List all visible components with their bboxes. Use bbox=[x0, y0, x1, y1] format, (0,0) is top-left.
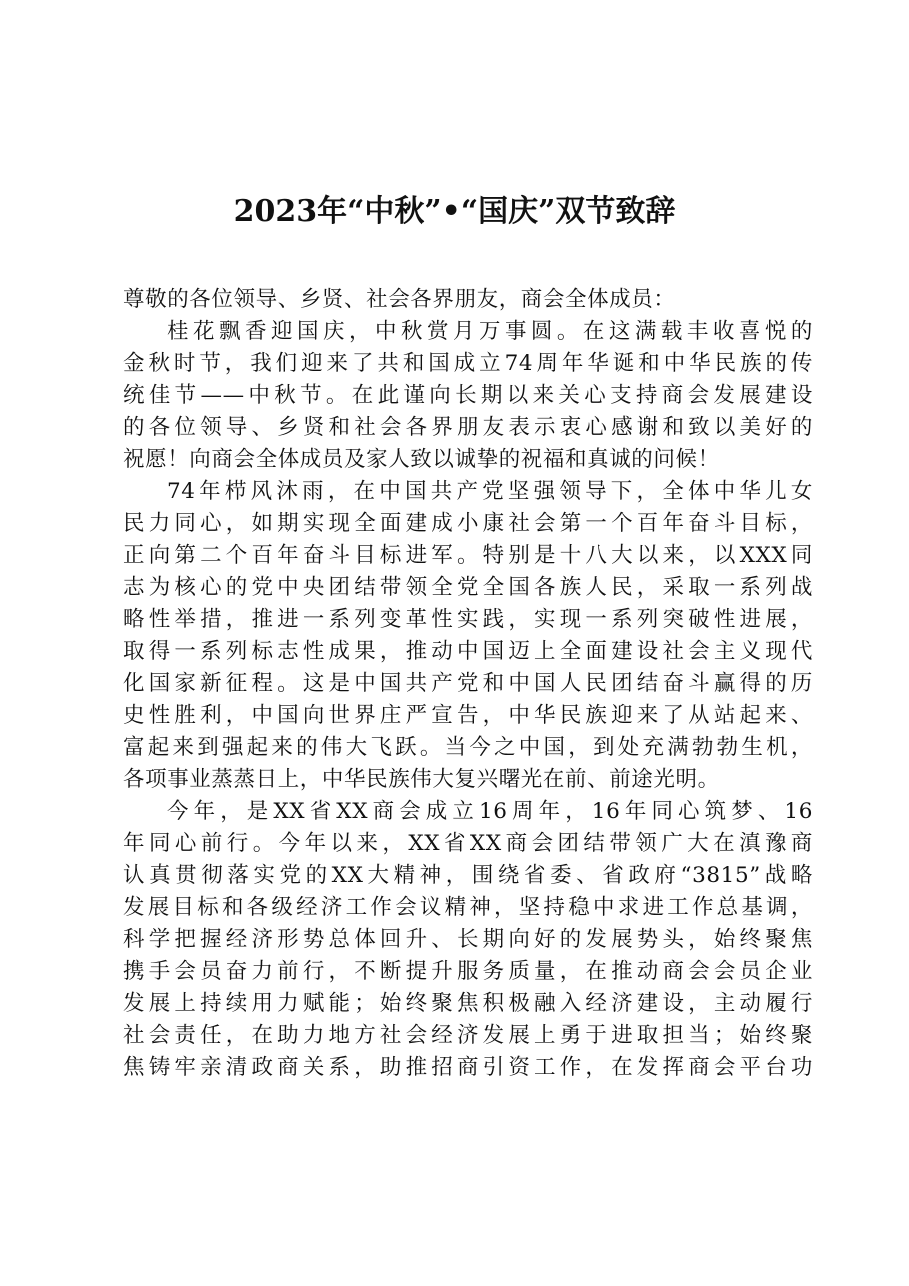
paragraph-line: 统佳节——中秋节。在此谨向长期以来关心支持商会发展建设 bbox=[123, 383, 813, 408]
salutation-line: 尊敬的各位领导、乡贤、社会各界朋友，商会全体成员： bbox=[123, 287, 676, 312]
paragraph-line: 略性举措，推进一系列变革性实践，实现一系列突破性进展， bbox=[123, 607, 813, 632]
paragraph-line: 化国家新征程。这是中国共产党和中国人民团结奋斗赢得的历 bbox=[123, 671, 813, 696]
document-title: 2023年“中秋”•“国庆”双节致辞 bbox=[233, 194, 676, 229]
paragraph-line: 的各位领导、乡贤和社会各界朋友表示衷心感谢和致以美好的 bbox=[123, 415, 813, 440]
paragraph-line: 祝愿！向商会全体成员及家人致以诚挚的祝福和真诚的问候！ bbox=[123, 447, 720, 472]
paragraph-line: 史性胜利，中国向世界庄严宣告，中华民族迎来了从站起来、 bbox=[123, 703, 813, 728]
paragraph-line: 正向第二个百年奋斗目标进军。特别是十八大以来，以XXX同 bbox=[123, 543, 813, 568]
paragraph-line: 各项事业蒸蒸日上，中华民族伟大复兴曙光在前、前途光明。 bbox=[123, 767, 720, 792]
paragraph-line: 取得一系列标志性成果，推动中国迈上全面建设社会主义现代 bbox=[123, 639, 813, 664]
paragraph-line: 74年栉风沐雨，在中国共产党坚强领导下，全体中华儿女 bbox=[167, 479, 813, 504]
paragraph-line: 科学把握经济形势总体回升、长期向好的发展势头，始终聚焦 bbox=[123, 927, 813, 952]
paragraph-line: 发展上持续用力赋能；始终聚焦积极融入经济建设，主动履行 bbox=[123, 991, 813, 1016]
paragraph-line: 认真贯彻落实党的XX大精神，围绕省委、省政府“3815”战略 bbox=[123, 863, 813, 888]
paragraph-line: 年同心前行。今年以来，XX省XX商会团结带领广大在滇豫商 bbox=[123, 831, 813, 856]
paragraph-line: 富起来到强起来的伟大飞跃。当今之中国，到处充满勃勃生机， bbox=[123, 735, 813, 760]
paragraph-line: 金秋时节，我们迎来了共和国成立74周年华诞和中华民族的传 bbox=[123, 351, 813, 376]
paragraph-line: 发展目标和各级经济工作会议精神，坚持稳中求进工作总基调， bbox=[123, 895, 813, 920]
paragraph-line: 携手会员奋力前行，不断提升服务质量，在推动商会会员企业 bbox=[123, 959, 813, 984]
paragraph-line: 今年，是XX省XX商会成立16周年，16年同心筑梦、16 bbox=[167, 799, 813, 824]
paragraph-line: 志为核心的党中央团结带领全党全国各族人民，采取一系列战 bbox=[123, 575, 813, 600]
paragraph-line: 社会责任，在助力地方社会经济发展上勇于进取担当；始终聚 bbox=[123, 1023, 813, 1048]
paragraph-line: 民力同心，如期实现全面建成小康社会第一个百年奋斗目标， bbox=[123, 511, 813, 536]
document-body bbox=[123, 284, 813, 1084]
paragraph-line: 桂花飘香迎国庆，中秋赏月万事圆。在这满载丰收喜悦的 bbox=[167, 319, 813, 344]
paragraph-line: 焦铸牢亲清政商关系，助推招商引资工作，在发挥商会平台功 bbox=[123, 1055, 813, 1080]
